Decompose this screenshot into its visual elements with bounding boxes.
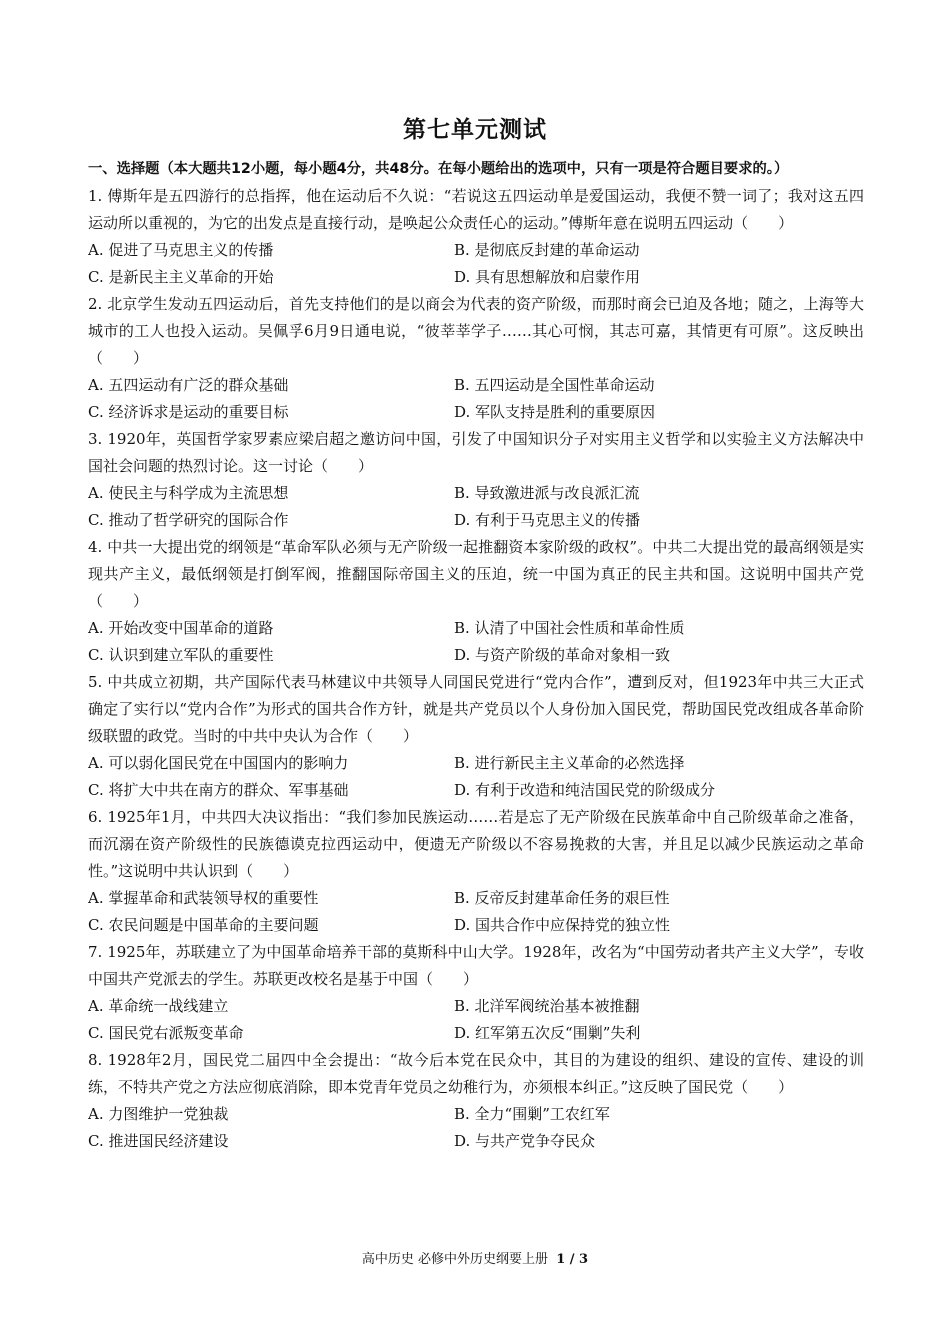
- footer-text: 高中历史 必修中外历史纲要上册: [361, 1252, 549, 1267]
- question-6: [88, 804, 864, 939]
- question-8: [88, 1047, 864, 1155]
- option-list: [88, 615, 864, 669]
- question-stem: 7. 1925年，苏联建立了为中国革命培养干部的莫斯科中山大学。1928年，改名为“中国劳动者共产主义大学”，专收中国共产党派去的学生。苏联更改校名是基于中国（ ）: [88, 943, 864, 988]
- option-b: B. 反帝反封建革命任务的艰巨性: [454, 889, 670, 907]
- question-1: [88, 183, 864, 291]
- option-b: B. 五四运动是全国性革命运动: [454, 376, 655, 394]
- question-stem: 3. 1920年，英国哲学家罗素应梁启超之邀访问中国，引发了中国知识分子对实用主义哲学和以实验主义方法解决中国社会问题的热烈讨论。这一讨论（ ）: [88, 430, 864, 475]
- question-7: [88, 939, 864, 1047]
- question-content: [88, 156, 864, 1155]
- option-d: D. 红军第五次反“围剿”失利: [454, 1024, 641, 1042]
- question-2: [88, 291, 864, 426]
- option-c: C. 农民问题是中国革命的主要问题: [88, 916, 319, 934]
- option-d: D. 有利于改造和纯洁国民党的阶级成分: [454, 781, 716, 799]
- question-5: [88, 669, 864, 804]
- option-list: [88, 750, 864, 804]
- question-stem: 5. 中共成立初期，共产国际代表马林建议中共领导人同国民党进行“党内合作”，遭到反对，但1923年中共三大正式确定了实行以“党内合作”为形式的国共合作方针，就是共产党员以个人身份加入国民党，帮助国民党改组成各革命阶级联盟的政党。当时的中共中央认为合作（ ）: [88, 673, 864, 745]
- option-a: A. 可以弱化国民党在中国国内的影响力: [88, 754, 349, 772]
- option-a: A. 力图维护一党独裁: [88, 1105, 229, 1123]
- option-list: [88, 480, 864, 534]
- option-list: [88, 993, 864, 1047]
- option-a: A. 开始改变中国革命的道路: [88, 619, 274, 637]
- option-d: D. 有利于马克思主义的传播: [454, 511, 641, 529]
- question-stem: 1. 傅斯年是五四游行的总指挥，他在运动后不久说：“若说这五四运动单是爱国运动，我便不赞一词了；我对这五四运动所以重视的，为它的出发点是直接行动，是唤起公众责任心的运动。”傅斯年意在说明五四运动（ ）: [88, 187, 864, 232]
- option-list: [88, 1101, 864, 1155]
- option-c: C. 将扩大中共在南方的群众、军事基础: [88, 781, 349, 799]
- question-stem: 2. 北京学生发动五四运动后，首先支持他们的是以商会为代表的资产阶级，而那时商会已迫及各地；随之，上海等大城市的工人也投入运动。吴佩孚6月9日通电说，“彼莘莘学子……其心可悯，其志可嘉，其情更有可原”。这反映出（ ）: [88, 295, 864, 367]
- option-list: [88, 372, 864, 426]
- option-list: [88, 237, 864, 291]
- option-a: A. 促进了马克思主义的传播: [88, 241, 274, 259]
- option-a: A. 掌握革命和武装领导权的重要性: [88, 889, 319, 907]
- option-b: B. 是彻底反封建的革命运动: [454, 241, 640, 259]
- option-b: B. 全力“围剿”工农红军: [454, 1105, 610, 1123]
- page-number: 1 / 3: [556, 1252, 589, 1267]
- question-4: [88, 534, 864, 669]
- page-title: 第七单元测试: [403, 117, 547, 143]
- option-d: D. 军队支持是胜利的重要原因: [454, 403, 656, 421]
- option-a: A. 使民主与科学成为主流思想: [88, 484, 289, 502]
- option-d: D. 与资产阶级的革命对象相一致: [454, 646, 671, 664]
- option-d: D. 与共产党争夺民众: [454, 1132, 596, 1150]
- question-3: [88, 426, 864, 534]
- option-b: B. 进行新民主主义革命的必然选择: [454, 754, 685, 772]
- option-a: A. 五四运动有广泛的群众基础: [88, 376, 289, 394]
- option-d: D. 具有思想解放和启蒙作用: [454, 268, 641, 286]
- page-footer: [0, 1250, 950, 1270]
- option-c: C. 国民党右派叛变革命: [88, 1024, 244, 1042]
- question-stem: 6. 1925年1月，中共四大决议指出：“我们参加民族运动……若是忘了无产阶级在民族革命中自己阶级革命之准备，而沉溺在资产阶级性的民族德谟克拉西运动中，便遗无产阶级以不容易挽救的大害，并且足以减少民族运动之革命性。”这说明中共认识到（ ）: [88, 808, 864, 880]
- option-b: B. 导致激进派与改良派汇流: [454, 484, 640, 502]
- option-d: D. 国共合作中应保持党的独立性: [454, 916, 671, 934]
- option-b: B. 认清了中国社会性质和革命性质: [454, 619, 685, 637]
- option-b: B. 北洋军阀统治基本被推翻: [454, 997, 640, 1015]
- option-c: C. 推动了哲学研究的国际合作: [88, 511, 289, 529]
- option-list: [88, 885, 864, 939]
- option-c: C. 经济诉求是运动的重要目标: [88, 403, 289, 421]
- option-a: A. 革命统一战线建立: [88, 997, 229, 1015]
- section-heading: 一、选择题（本大题共12小题，每小题4分，共48分。在每小题给出的选项中，只有一项是符合题目要求的。）: [88, 161, 789, 177]
- question-stem: 4. 中共一大提出党的纲领是“革命军队必须与无产阶级一起推翻资本家阶级的政权”。中共二大提出党的最高纲领是实现共产主义，最低纲领是打倒军阀，推翻国际帝国主义的压迫，统一中国为真正的民主共和国。这说明中国共产党（ ）: [88, 538, 864, 610]
- question-stem: 8. 1928年2月，国民党二届四中全会提出：“故今后本党在民众中，其目的为建设的组织、建设的宣传、建设的训练，不特共产党之方法应彻底消除，即本党青年党员之幼稚行为，亦须根本纠正。”这反映了国民党（ ）: [88, 1051, 864, 1096]
- option-c: C. 推进国民经济建设: [88, 1132, 229, 1150]
- option-c: C. 是新民主主义革命的开始: [88, 268, 274, 286]
- option-c: C. 认识到建立军队的重要性: [88, 646, 274, 664]
